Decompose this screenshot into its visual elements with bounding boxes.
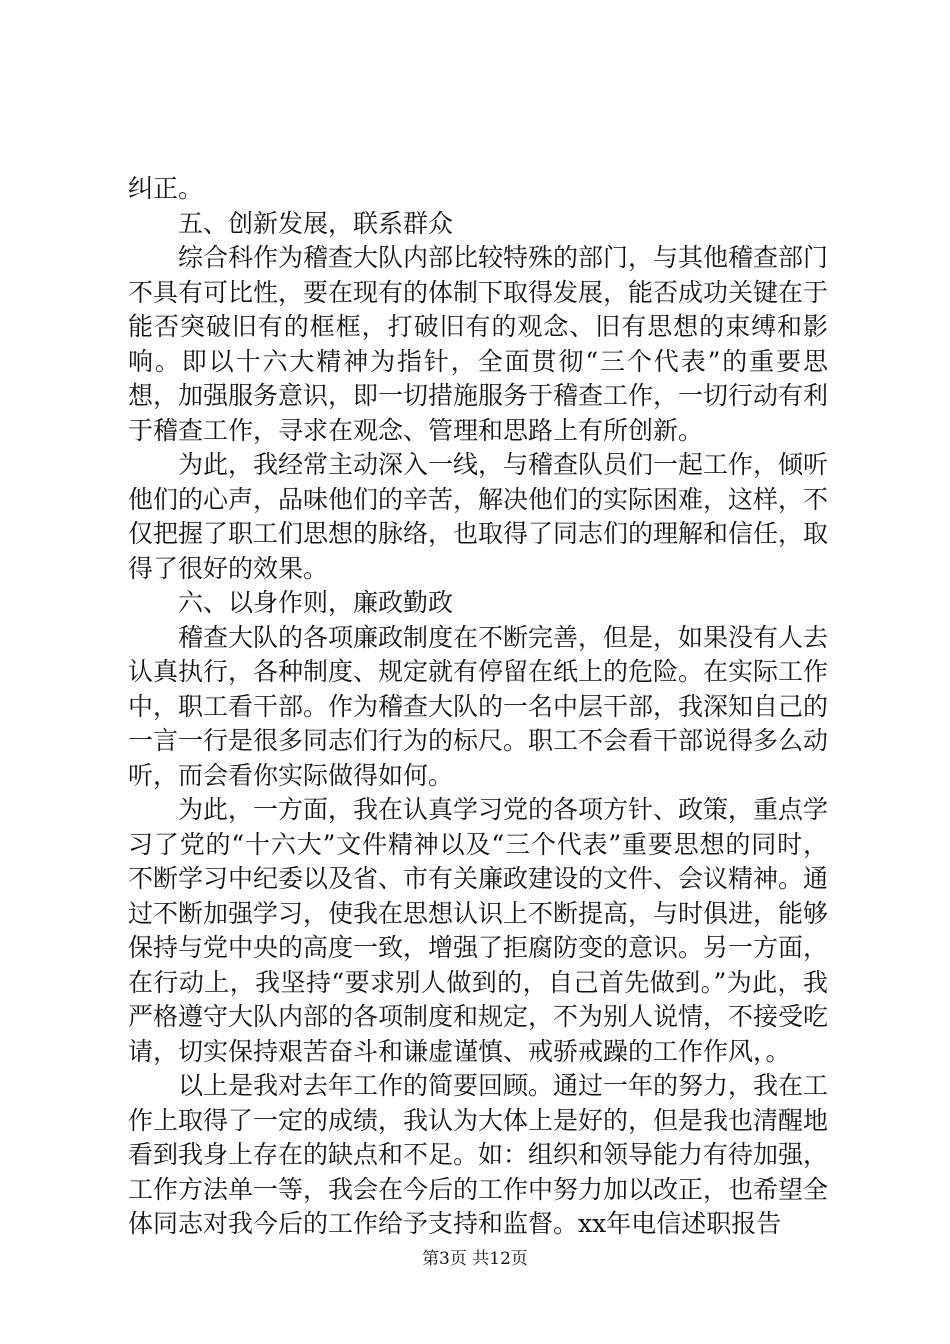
section-heading-6: 六、以身作则，廉政勤政: [178, 588, 454, 617]
page-footer: 第3页 共12页: [422, 1249, 528, 1269]
document-body: [128, 172, 828, 1242]
paragraph-5: 为此，一方面，我在认真学习党的各项方针、政策，重点学习了党的“十六大”文件精神以及“三个代表”重要思想的同时，不断学习中纪委以及省、市有关廉政建设的文件、会议精神。通过不断加强学习，使我在思想认识上不断提高，与时俱进，能够保持与党中央的高度一致，增强了拒腐防变的意识。另一方面，在行动上，我坚持“要求别人做到的，自己首先做到。”为此，我严格遵守大队内部的各项制度和规定，不为别人说情，不接受吃请，切实保持艰苦奋斗和谦虚谨慎、戒骄戒躁的工作作风，。: [128, 795, 829, 1066]
paragraph-1: 纠正。: [128, 174, 204, 203]
paragraph-3: 为此，我经常主动深入一线，与稽查队员们一起工作，倾听他们的心声，品味他们的辛苦，解决他们的实际困难，这样，不仅把握了职工们思想的脉络，也取得了同志们的理解和信任，取得了很好的效果。: [128, 450, 829, 583]
section-heading-5: 五、创新发展，联系群众: [178, 208, 454, 238]
paragraph-6: 以上是我对去年工作的简要回顾。通过一年的努力，我在工作上取得了一定的成绩，我认为大体上是好的，但是我也清醒地看到我身上存在的缺点和不足。如：组织和领导能力有待加强，工作方法单一等，我会在今后的工作中努力加以改正，也希望全体同志对我今后的工作给予支持和监督。xx年电信述职报告: [128, 1071, 829, 1238]
paragraph-4: 稽查大队的各项廉政制度在不断完善，但是，如果没有人去认真执行，各种制度、规定就有停留在纸上的危险。在实际工作中，职工看干部。作为稽查大队的一名中层干部，我深知自己的一言一行是很多同志们行为的标尺。职工不会看干部说得多么动听，而会看你实际做得如何。: [128, 622, 829, 790]
paragraph-2: 综合科作为稽查大队内部比较特殊的部门，与其他稽查部门不具有可比性，要在现有的体制下取得发展，能否成功关键在于能否突破旧有的框框，打破旧有的观念、旧有思想的束缚和影响。即以十六大精神为指针，全面贯彻“三个代表”的重要思想，加强服务意识，即一切措施服务于稽查工作，一切行动有利于稽查工作，寻求在观念、管理和思路上有所创新。: [128, 243, 829, 445]
